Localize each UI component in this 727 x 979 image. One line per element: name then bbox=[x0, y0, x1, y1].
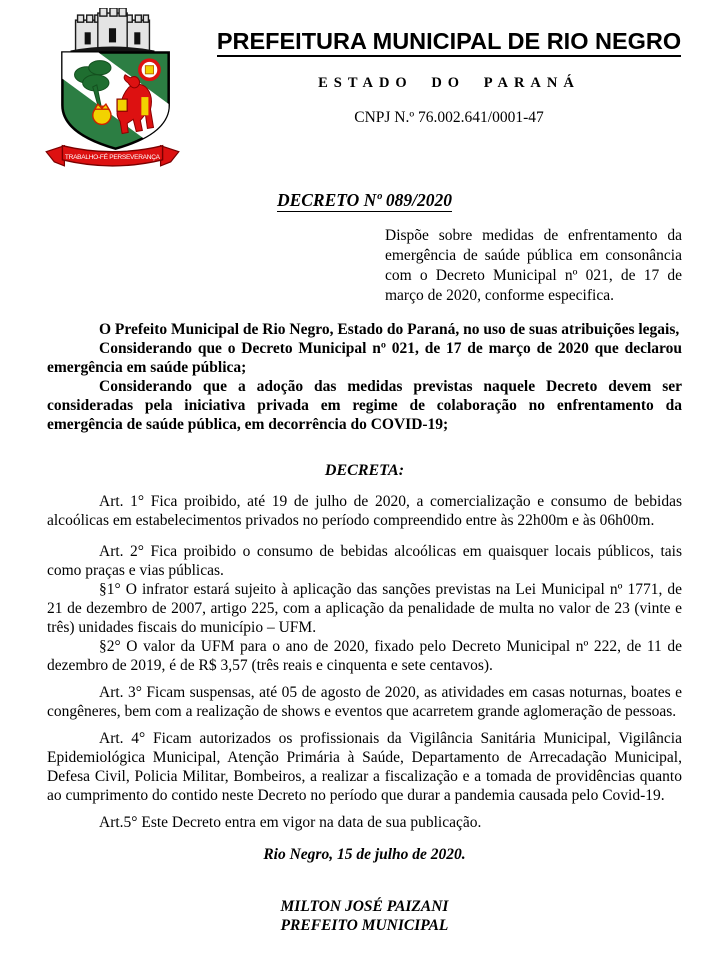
preamble-paragraph: Considerando que o Decreto Municipal nº 021, de 17 de março de 2020 que declarou emergência em saúde pública; bbox=[47, 340, 682, 376]
crest-motto: TRABALHO-FÉ PERSEVERANÇA bbox=[64, 153, 161, 161]
dateline: Rio Negro, 15 de julho de 2020. bbox=[263, 846, 466, 863]
state-subtitle: ESTADO DO PARANÁ bbox=[318, 75, 580, 91]
article-paragraph: §2° O valor da UFM para o ano de 2020, fixado pelo Decreto Municipal nº 222, de 11 de dezembro de 2019, é de R$ 3,57 (três reais e cinquenta e sete centavos). bbox=[47, 638, 682, 674]
article-4 bbox=[47, 729, 682, 805]
article-paragraph: Art.5° Este Decreto entra em vigor na data de sua publicação. bbox=[99, 814, 482, 831]
article-paragraph: Art. 2° Fica proibido o consumo de bebidas alcoólicas em quaisquer locais públicos, tais como praças e vias públicas. bbox=[47, 543, 682, 579]
decree-preamble bbox=[47, 320, 682, 434]
preamble-paragraph: O Prefeito Municipal de Rio Negro, Estado do Paraná, no uso de suas atribuições legais, bbox=[99, 321, 680, 338]
coat-of-arms-icon bbox=[44, 8, 181, 174]
article-5 bbox=[47, 813, 682, 832]
article-2 bbox=[47, 542, 682, 675]
preamble-paragraph: Considerando que a adoção das medidas previstas naquele Decreto devem ser consideradas pela iniciativa privada em regime de colaboração no enfrentamento da emergência de saúde pública, em decorrência do COVID-19; bbox=[47, 378, 682, 433]
signature-block bbox=[47, 897, 682, 935]
decree-body bbox=[0, 190, 727, 935]
letterhead bbox=[0, 0, 727, 179]
article-paragraph: Art. 1° Fica proibido, até 19 de julho de 2020, a comercialização e consumo de bebidas alcoólicas em estabelecimentos privados no período compreendido entre às 22h00m e às 06h00m. bbox=[47, 493, 682, 529]
signer-name: MILTON JOSÉ PAIZANI bbox=[280, 898, 449, 915]
coat-of-arms bbox=[44, 8, 181, 179]
article-1 bbox=[47, 492, 682, 530]
article-paragraph: §1° O infrator estará sujeito à aplicação das sanções previstas na Lei Municipal nº 1771, de 21 de dezembro de 2007, artigo 225, com a aplicação da penalidade de multa no valor de 23 (vinte e três) unidades fiscais do município – UFM. bbox=[47, 581, 682, 636]
decree-summary: Dispõe sobre medidas de enfrentamento da emergência de saúde pública em consonância com o Decreto Municipal nº 021, de 17 de março de 2020, conforme especifica. bbox=[385, 227, 682, 304]
decree-title: DECRETO Nº 089/2020 bbox=[276, 190, 453, 210]
enacting-word: DECRETA: bbox=[324, 462, 405, 479]
municipality-title: PREFEITURA MUNICIPAL DE RIO NEGRO bbox=[181, 28, 717, 54]
signer-role: PREFEITO MUNICIPAL bbox=[280, 917, 449, 934]
article-paragraph: Art. 4° Ficam autorizados os profissionais da Vigilância Sanitária Municipal, Vigilância Epidemiológica Municipal, Atenção Primária à Saúde, Departamento de Arrecadação Municipal, Defesa Civil, Policia Militar, Bombeiros, a realizar a fiscalização e a tomada de providências quanto ao cumprimento do contido neste Decreto no período que durar a pandemia causada pelo Covid-19. bbox=[47, 730, 682, 804]
cnpj-number: CNPJ N.º 76.002.641/0001-47 bbox=[354, 109, 544, 126]
article-paragraph: Art. 3° Ficam suspensas, até 05 de agosto de 2020, as atividades em casas noturnas, boates e congêneres, bem com a realização de shows e eventos que acarretem grande aglomeração de pessoas. bbox=[47, 684, 682, 720]
article-3 bbox=[47, 683, 682, 721]
letterhead-text bbox=[181, 8, 717, 179]
